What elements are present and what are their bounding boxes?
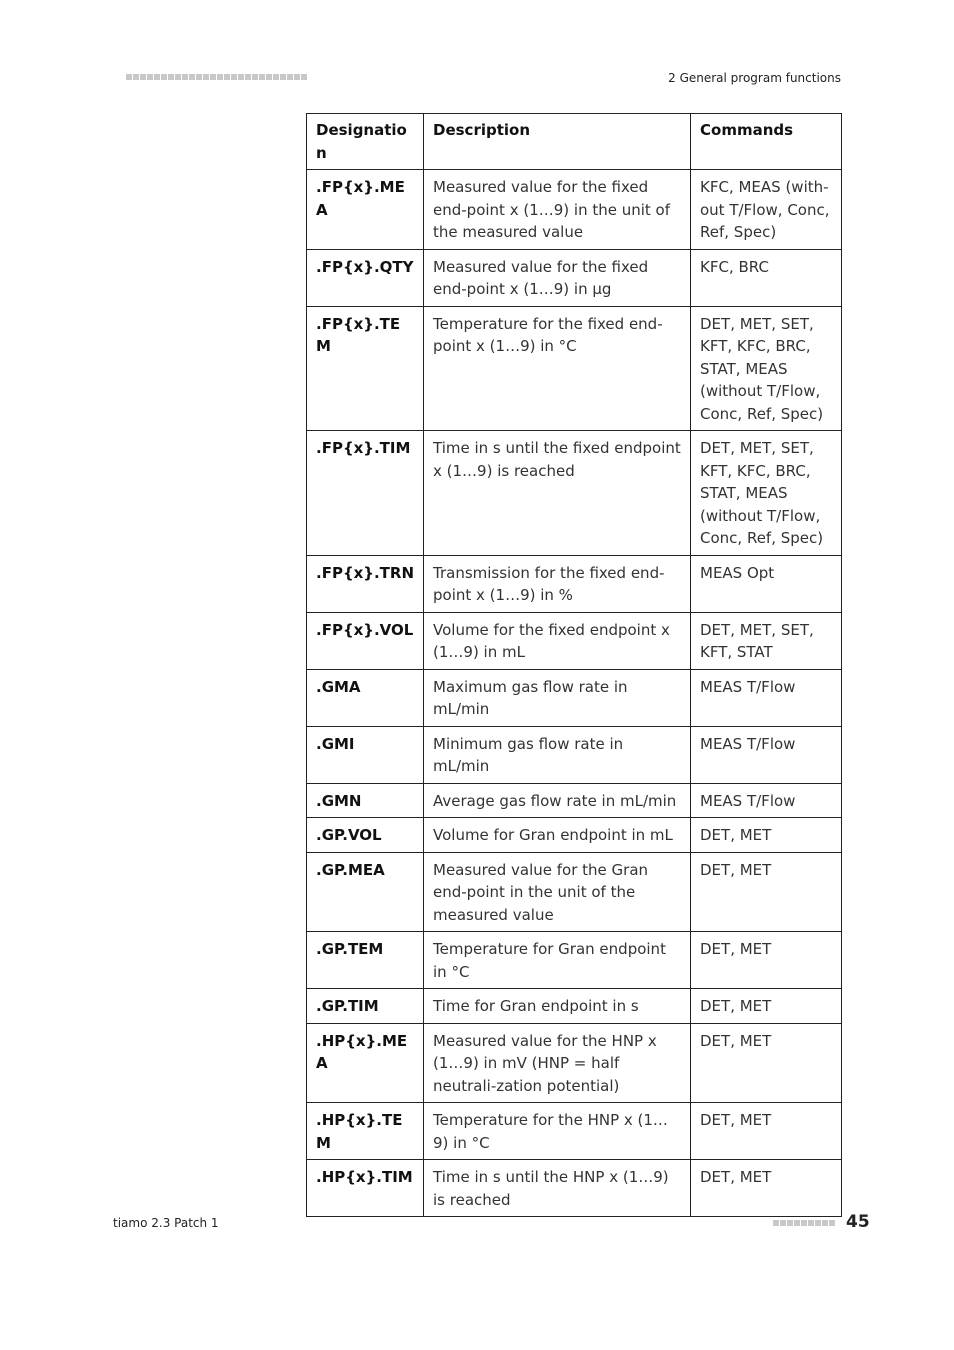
decor-square [238,74,244,80]
designation-cell: .GP.TIM [307,989,424,1024]
designation-cell: .FP{x}.VOL [307,612,424,669]
decor-square [294,74,300,80]
description-cell: Volume for Gran endpoint in mL [424,818,691,853]
decor-square [126,74,132,80]
column-header-commands: Commands [691,114,842,170]
decor-square [231,74,237,80]
table-row [307,818,842,853]
decor-square [301,74,307,80]
commands-cell: MEAS T/Flow [691,783,842,818]
designation-cell: .GMN [307,783,424,818]
table-row [307,1103,842,1160]
decor-square [259,74,265,80]
designation-cell: .HP{x}.MEA [307,1023,424,1103]
decor-square [140,74,146,80]
description-cell: Average gas flow rate in mL/min [424,783,691,818]
decor-square [780,1220,786,1226]
table-row [307,1160,842,1217]
table-row [307,726,842,783]
decor-square [801,1220,807,1226]
description-cell: Minimum gas flow rate in mL/min [424,726,691,783]
table-row [307,783,842,818]
designation-cell: .HP{x}.TIM [307,1160,424,1217]
table-row [307,989,842,1024]
commands-cell: MEAS T/Flow [691,669,842,726]
page-number: 45 [846,1212,870,1232]
decor-square [794,1220,800,1226]
table-row [307,306,842,431]
table-row [307,669,842,726]
designation-cell: .FP{x}.TEM [307,306,424,431]
description-cell: Maximum gas flow rate in mL/min [424,669,691,726]
table-row [307,555,842,612]
decor-square [175,74,181,80]
decor-square [808,1220,814,1226]
description-cell: Temperature for the HNP x (1…9) in °C [424,1103,691,1160]
decor-square [196,74,202,80]
table-row [307,1023,842,1103]
variables-table [306,113,842,1217]
decor-square [224,74,230,80]
footer-decoration [773,1220,835,1226]
decor-square [182,74,188,80]
description-cell: Transmission for the fixed end-point x (1…9) in % [424,555,691,612]
commands-cell: DET, MET [691,989,842,1024]
decor-square [252,74,258,80]
decor-square [154,74,160,80]
decor-square [203,74,209,80]
table-row [307,170,842,250]
description-cell: Time in s until the fixed endpoint x (1…9) is reached [424,431,691,556]
designation-cell: .GMI [307,726,424,783]
commands-cell: DET, MET, SET, KFT, STAT [691,612,842,669]
commands-cell: DET, MET [691,818,842,853]
table-row [307,249,842,306]
table-body [307,170,842,1217]
decor-square [273,74,279,80]
commands-cell: MEAS Opt [691,555,842,612]
decor-square [189,74,195,80]
commands-cell: DET, MET [691,852,842,932]
commands-cell: DET, MET [691,1023,842,1103]
decor-square [168,74,174,80]
decor-square [133,74,139,80]
decor-square [217,74,223,80]
designation-cell: .HP{x}.TEM [307,1103,424,1160]
column-header-description: Description [424,114,691,170]
decor-square [822,1220,828,1226]
commands-cell: KFC, BRC [691,249,842,306]
description-cell: Measured value for the Gran end-point in the unit of the measured value [424,852,691,932]
table-row [307,431,842,556]
decor-square [245,74,251,80]
description-cell: Measured value for the HNP x (1…9) in mV (HNP = half neutrali-zation potential) [424,1023,691,1103]
designation-cell: .FP{x}.TIM [307,431,424,556]
column-header-designation: Designation [307,114,424,170]
description-cell: Volume for the fixed endpoint x (1…9) in mL [424,612,691,669]
designation-cell: .FP{x}.MEA [307,170,424,250]
decor-square [280,74,286,80]
designation-cell: .FP{x}.TRN [307,555,424,612]
commands-cell: DET, MET, SET, KFT, KFC, BRC, STAT, MEAS (without T/Flow, Conc, Ref, Spec) [691,431,842,556]
decor-square [266,74,272,80]
footer-product: tiamo 2.3 Patch 1 [113,1216,219,1230]
decor-square [815,1220,821,1226]
decor-square [829,1220,835,1226]
commands-cell: KFC, MEAS (with-out T/Flow, Conc, Ref, Spec) [691,170,842,250]
decor-square [773,1220,779,1226]
commands-cell: DET, MET [691,932,842,989]
designation-cell: .GP.TEM [307,932,424,989]
description-cell: Measured value for the fixed end-point x (1…9) in µg [424,249,691,306]
table-row [307,852,842,932]
designation-cell: .GP.MEA [307,852,424,932]
description-cell: Time in s until the HNP x (1…9) is reached [424,1160,691,1217]
decor-square [210,74,216,80]
commands-cell: DET, MET, SET, KFT, KFC, BRC, STAT, MEAS (without T/Flow, Conc, Ref, Spec) [691,306,842,431]
commands-cell: DET, MET [691,1103,842,1160]
decor-square [147,74,153,80]
designation-cell: .GP.VOL [307,818,424,853]
description-cell: Measured value for the fixed end-point x (1…9) in the unit of the measured value [424,170,691,250]
header-decoration [126,74,307,80]
description-cell: Temperature for Gran endpoint in °C [424,932,691,989]
chapter-title: 2 General program functions [668,71,841,85]
decor-square [787,1220,793,1226]
table-row [307,932,842,989]
designation-cell: .FP{x}.QTY [307,249,424,306]
decor-square [161,74,167,80]
designation-cell: .GMA [307,669,424,726]
table-row [307,612,842,669]
decor-square [287,74,293,80]
table-header-row [307,114,842,170]
commands-cell: DET, MET [691,1160,842,1217]
description-cell: Temperature for the fixed end-point x (1…9) in °C [424,306,691,431]
commands-cell: MEAS T/Flow [691,726,842,783]
description-cell: Time for Gran endpoint in s [424,989,691,1024]
